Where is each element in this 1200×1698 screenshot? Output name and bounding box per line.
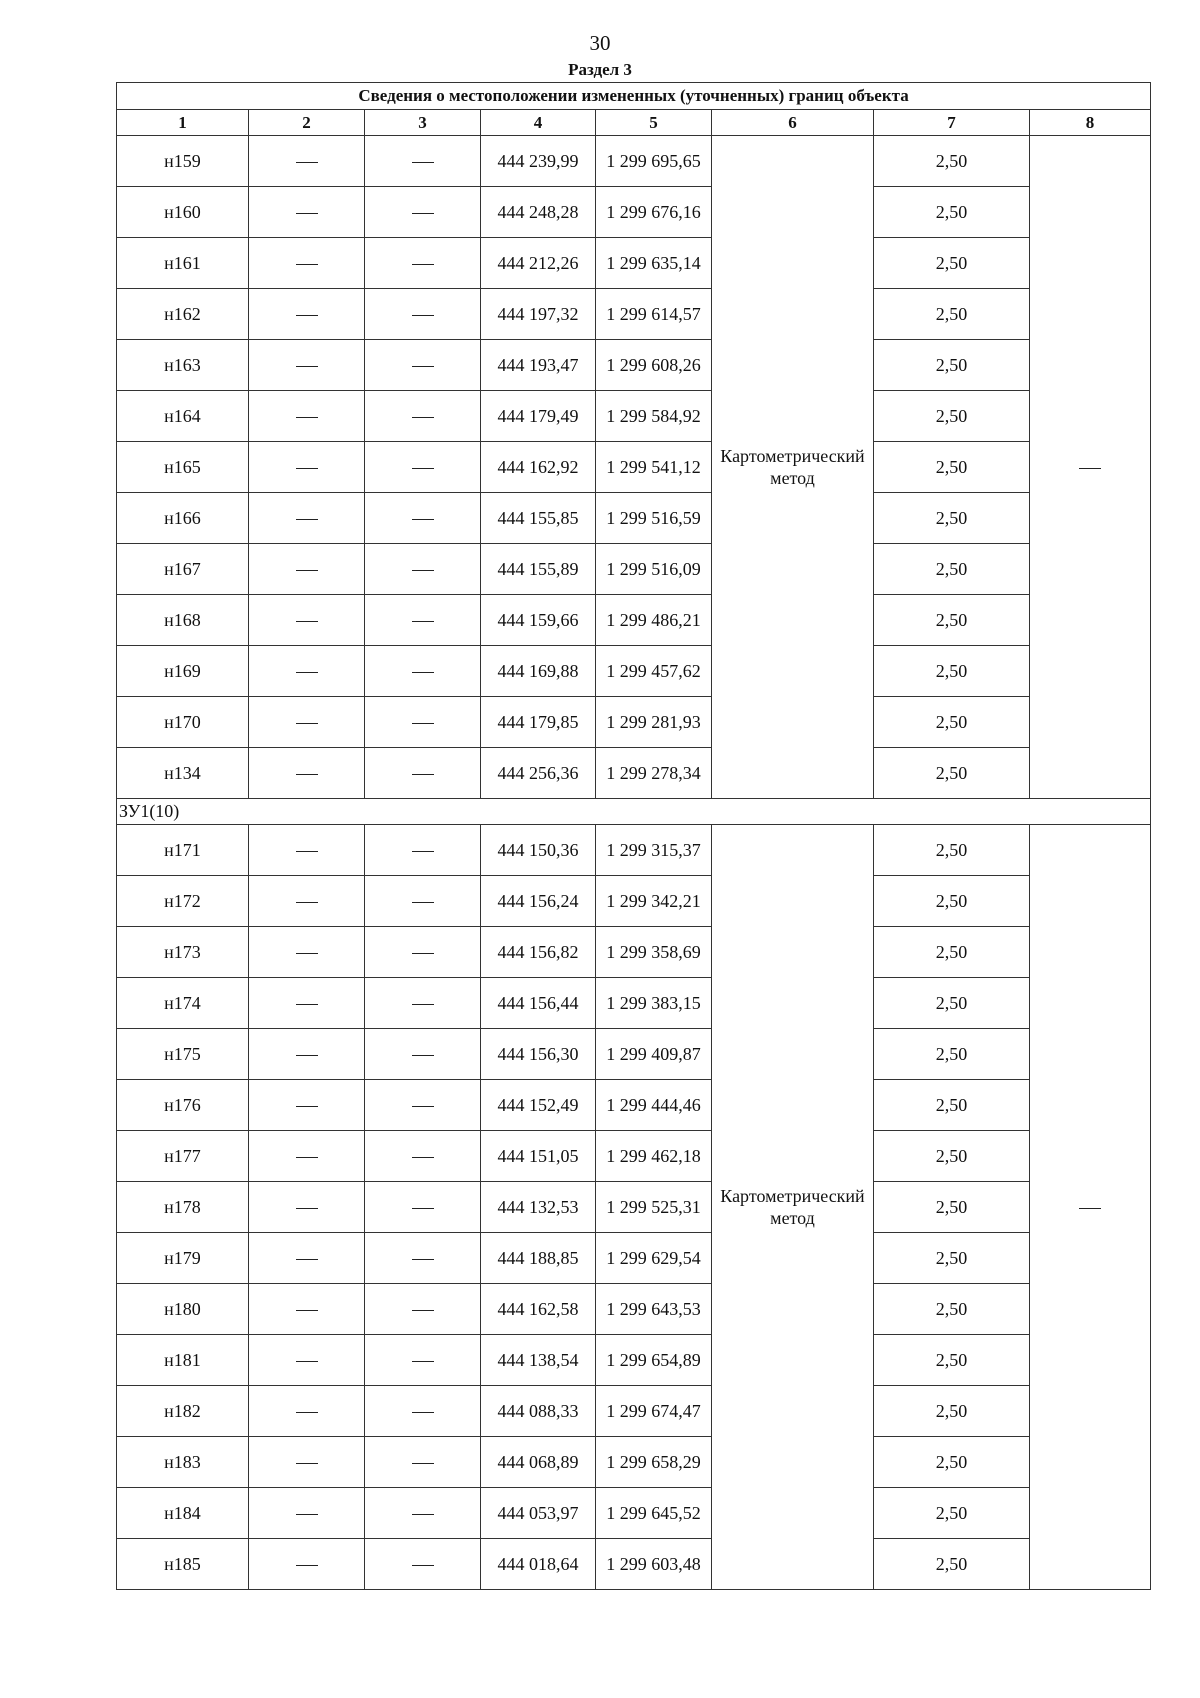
dash-mark [296, 1106, 318, 1107]
dash-mark [412, 621, 434, 622]
precision-cell: 2,50 [874, 289, 1030, 340]
x-coordinate-cell: 444 151,05 [481, 1131, 596, 1182]
x-coordinate-cell: 444 239,99 [481, 136, 596, 187]
x-coordinate-cell: 444 156,44 [481, 978, 596, 1029]
x-coordinate-cell: 444 156,82 [481, 927, 596, 978]
x-coordinate-cell: 444 197,32 [481, 289, 596, 340]
point-number-cell: н182 [117, 1386, 249, 1437]
point-number-cell: н183 [117, 1437, 249, 1488]
dash-mark [412, 672, 434, 673]
dash-mark [412, 570, 434, 571]
x-coordinate-cell: 444 169,88 [481, 646, 596, 697]
point-number-cell: н162 [117, 289, 249, 340]
dash-mark [296, 1055, 318, 1056]
table-row [117, 697, 1151, 748]
empty-value-cell [249, 544, 365, 595]
dash-mark [296, 1259, 318, 1260]
point-number-cell: н185 [117, 1539, 249, 1590]
table-row [117, 1284, 1151, 1335]
table-row [117, 544, 1151, 595]
empty-value-cell [365, 1080, 481, 1131]
point-number-cell: н165 [117, 442, 249, 493]
dash-mark [296, 621, 318, 622]
empty-value-cell [249, 493, 365, 544]
dash-mark [296, 1310, 318, 1311]
dash-mark [412, 1157, 434, 1158]
table-row [117, 391, 1151, 442]
dash-mark [412, 1055, 434, 1056]
dash-mark [412, 1208, 434, 1209]
empty-value-cell [365, 748, 481, 799]
x-coordinate-cell: 444 248,28 [481, 187, 596, 238]
table-row [117, 289, 1151, 340]
point-number-cell: н175 [117, 1029, 249, 1080]
dash-mark [296, 953, 318, 954]
point-number-cell: н163 [117, 340, 249, 391]
method-cell: Картометрический метод [712, 825, 874, 1590]
precision-cell: 2,50 [874, 595, 1030, 646]
table-row [117, 340, 1151, 391]
dash-mark [296, 851, 318, 852]
point-number-cell: н164 [117, 391, 249, 442]
empty-value-cell [365, 1029, 481, 1080]
x-coordinate-cell: 444 212,26 [481, 238, 596, 289]
table-row [117, 978, 1151, 1029]
point-number-cell: н177 [117, 1131, 249, 1182]
dash-mark [296, 570, 318, 571]
dash-mark [296, 468, 318, 469]
point-number-cell: н181 [117, 1335, 249, 1386]
empty-value-cell [365, 876, 481, 927]
precision-cell: 2,50 [874, 238, 1030, 289]
dash-mark [296, 417, 318, 418]
table-row [117, 187, 1151, 238]
table-body [117, 83, 1151, 1590]
x-coordinate-cell: 444 156,24 [481, 876, 596, 927]
dash-mark [296, 1565, 318, 1566]
y-coordinate-cell: 1 299 462,18 [596, 1131, 712, 1182]
dash-mark [412, 723, 434, 724]
dash-mark [296, 366, 318, 367]
dash-mark [296, 213, 318, 214]
table-row [117, 876, 1151, 927]
column-number: 4 [481, 110, 596, 136]
precision-cell: 2,50 [874, 1131, 1030, 1182]
table-row [117, 646, 1151, 697]
dash-mark [296, 774, 318, 775]
empty-value-cell [365, 595, 481, 646]
precision-cell: 2,50 [874, 340, 1030, 391]
empty-value-cell [249, 442, 365, 493]
point-number-cell: н180 [117, 1284, 249, 1335]
precision-cell: 2,50 [874, 1182, 1030, 1233]
precision-cell: 2,50 [874, 187, 1030, 238]
dash-mark [1079, 468, 1101, 469]
dash-mark [296, 1412, 318, 1413]
y-coordinate-cell: 1 299 645,52 [596, 1488, 712, 1539]
empty-value-cell [365, 136, 481, 187]
precision-cell: 2,50 [874, 1335, 1030, 1386]
table-row [117, 238, 1151, 289]
y-coordinate-cell: 1 299 635,14 [596, 238, 712, 289]
column-number: 7 [874, 110, 1030, 136]
column-number-row [117, 110, 1151, 136]
x-coordinate-cell: 444 156,30 [481, 1029, 596, 1080]
column-number: 5 [596, 110, 712, 136]
table-row [117, 1335, 1151, 1386]
empty-value-cell [365, 697, 481, 748]
empty-value-cell [365, 1437, 481, 1488]
empty-value-cell [249, 238, 365, 289]
dash-mark [296, 1361, 318, 1362]
dash-mark [412, 1361, 434, 1362]
empty-value-cell [365, 238, 481, 289]
dash-mark [412, 953, 434, 954]
precision-cell: 2,50 [874, 136, 1030, 187]
empty-value-cell [249, 1284, 365, 1335]
point-number-cell: н184 [117, 1488, 249, 1539]
x-coordinate-cell: 444 256,36 [481, 748, 596, 799]
table-row [117, 1233, 1151, 1284]
empty-value-cell [365, 289, 481, 340]
precision-cell: 2,50 [874, 442, 1030, 493]
group-label-row [117, 799, 1151, 825]
dash-mark [296, 902, 318, 903]
table-row [117, 1182, 1151, 1233]
empty-value-cell [249, 978, 365, 1029]
y-coordinate-cell: 1 299 643,53 [596, 1284, 712, 1335]
dash-mark [412, 366, 434, 367]
precision-cell: 2,50 [874, 927, 1030, 978]
dash-mark [296, 1004, 318, 1005]
y-coordinate-cell: 1 299 525,31 [596, 1182, 712, 1233]
dash-mark [1079, 1208, 1101, 1209]
dash-mark [296, 1463, 318, 1464]
y-coordinate-cell: 1 299 457,62 [596, 646, 712, 697]
x-coordinate-cell: 444 188,85 [481, 1233, 596, 1284]
table-row [117, 1131, 1151, 1182]
point-number-cell: н160 [117, 187, 249, 238]
dash-mark [296, 672, 318, 673]
column-number: 1 [117, 110, 249, 136]
empty-value-cell [249, 1080, 365, 1131]
table-row [117, 442, 1151, 493]
empty-value-cell [249, 876, 365, 927]
x-coordinate-cell: 444 053,97 [481, 1488, 596, 1539]
column-number: 8 [1030, 110, 1151, 136]
method-cell: Картометрический метод [712, 136, 874, 799]
empty-value-cell [249, 697, 365, 748]
empty-value-cell [365, 1488, 481, 1539]
point-number-cell: н167 [117, 544, 249, 595]
x-coordinate-cell: 444 155,85 [481, 493, 596, 544]
empty-value-cell [249, 136, 365, 187]
dash-mark [412, 162, 434, 163]
y-coordinate-cell: 1 299 676,16 [596, 187, 712, 238]
y-coordinate-cell: 1 299 315,37 [596, 825, 712, 876]
table-row [117, 825, 1151, 876]
empty-value-cell [365, 1233, 481, 1284]
empty-value-cell [249, 289, 365, 340]
empty-value-cell [249, 187, 365, 238]
empty-value-cell [365, 493, 481, 544]
dash-mark [412, 519, 434, 520]
caption-row [117, 83, 1151, 110]
x-coordinate-cell: 444 138,54 [481, 1335, 596, 1386]
precision-cell: 2,50 [874, 1080, 1030, 1131]
y-coordinate-cell: 1 299 584,92 [596, 391, 712, 442]
x-coordinate-cell: 444 132,53 [481, 1182, 596, 1233]
precision-cell: 2,50 [874, 697, 1030, 748]
x-coordinate-cell: 444 088,33 [481, 1386, 596, 1437]
empty-value-cell [365, 442, 481, 493]
column-number: 3 [365, 110, 481, 136]
table-caption: Сведения о местоположении измененных (уточненных) границ объекта [117, 83, 1151, 110]
y-coordinate-cell: 1 299 608,26 [596, 340, 712, 391]
empty-value-cell [249, 340, 365, 391]
point-number-cell: н171 [117, 825, 249, 876]
empty-value-cell [249, 1233, 365, 1284]
y-coordinate-cell: 1 299 409,87 [596, 1029, 712, 1080]
precision-cell: 2,50 [874, 1539, 1030, 1590]
table-row [117, 493, 1151, 544]
empty-value-cell [249, 1131, 365, 1182]
dash-mark [412, 1259, 434, 1260]
x-coordinate-cell: 444 150,36 [481, 825, 596, 876]
empty-value-cell [365, 825, 481, 876]
y-coordinate-cell: 1 299 603,48 [596, 1539, 712, 1590]
empty-value-cell [249, 646, 365, 697]
point-number-cell: н174 [117, 978, 249, 1029]
precision-cell: 2,50 [874, 978, 1030, 1029]
precision-cell: 2,50 [874, 876, 1030, 927]
y-coordinate-cell: 1 299 516,59 [596, 493, 712, 544]
dash-mark [412, 1310, 434, 1311]
page-number: 30 [589, 31, 611, 55]
point-number-cell: н179 [117, 1233, 249, 1284]
empty-value-cell [249, 1488, 365, 1539]
table-row [117, 927, 1151, 978]
dash-mark [296, 315, 318, 316]
dash-mark [296, 1514, 318, 1515]
precision-cell: 2,50 [874, 646, 1030, 697]
dash-mark [296, 264, 318, 265]
empty-value-cell [249, 927, 365, 978]
group-label: ЗУ1(10) [117, 799, 1151, 825]
y-coordinate-cell: 1 299 674,47 [596, 1386, 712, 1437]
empty-value-cell [249, 1386, 365, 1437]
point-number-cell: н161 [117, 238, 249, 289]
y-coordinate-cell: 1 299 383,15 [596, 978, 712, 1029]
precision-cell: 2,50 [874, 391, 1030, 442]
point-number-cell: н172 [117, 876, 249, 927]
y-coordinate-cell: 1 299 654,89 [596, 1335, 712, 1386]
precision-cell: 2,50 [874, 825, 1030, 876]
table-row [117, 595, 1151, 646]
dash-mark [412, 264, 434, 265]
empty-value-cell [365, 1284, 481, 1335]
x-coordinate-cell: 444 152,49 [481, 1080, 596, 1131]
precision-cell: 2,50 [874, 1488, 1030, 1539]
y-coordinate-cell: 1 299 278,34 [596, 748, 712, 799]
dash-mark [412, 1004, 434, 1005]
table-row [117, 1539, 1151, 1590]
dash-mark [412, 1412, 434, 1413]
table-row [117, 1488, 1151, 1539]
point-number-cell: н159 [117, 136, 249, 187]
precision-cell: 2,50 [874, 544, 1030, 595]
point-number-cell: н178 [117, 1182, 249, 1233]
empty-value-cell [249, 1539, 365, 1590]
x-coordinate-cell: 444 193,47 [481, 340, 596, 391]
y-coordinate-cell: 1 299 695,65 [596, 136, 712, 187]
precision-cell: 2,50 [874, 493, 1030, 544]
x-coordinate-cell: 444 068,89 [481, 1437, 596, 1488]
empty-value-cell [365, 1335, 481, 1386]
dash-mark [412, 851, 434, 852]
x-coordinate-cell: 444 018,64 [481, 1539, 596, 1590]
empty-value-cell [249, 595, 365, 646]
empty-value-cell [365, 1386, 481, 1437]
column-number: 2 [249, 110, 365, 136]
dash-mark [412, 417, 434, 418]
point-number-cell: н134 [117, 748, 249, 799]
boundary-coordinates-table [116, 82, 1151, 1590]
dash-mark [296, 1208, 318, 1209]
point-number-cell: н169 [117, 646, 249, 697]
x-coordinate-cell: 444 159,66 [481, 595, 596, 646]
empty-value-cell [365, 391, 481, 442]
point-number-cell: н166 [117, 493, 249, 544]
empty-value-cell [249, 1437, 365, 1488]
dash-mark [296, 162, 318, 163]
dash-mark [296, 723, 318, 724]
section-title: Раздел 3 [568, 60, 632, 79]
empty-value-cell [365, 978, 481, 1029]
empty-value-cell [249, 391, 365, 442]
precision-cell: 2,50 [874, 1029, 1030, 1080]
precision-cell: 2,50 [874, 748, 1030, 799]
empty-value-cell [249, 1335, 365, 1386]
dash-mark [412, 902, 434, 903]
dash-mark [296, 1157, 318, 1158]
empty-value-cell [365, 1131, 481, 1182]
x-coordinate-cell: 444 179,85 [481, 697, 596, 748]
dash-mark [412, 468, 434, 469]
dash-mark [412, 213, 434, 214]
empty-value-cell [249, 1182, 365, 1233]
y-coordinate-cell: 1 299 658,29 [596, 1437, 712, 1488]
table-row [117, 1437, 1151, 1488]
empty-value-cell [365, 646, 481, 697]
empty-value-cell [365, 340, 481, 391]
column-8-cell [1030, 825, 1151, 1590]
precision-cell: 2,50 [874, 1386, 1030, 1437]
y-coordinate-cell: 1 299 444,46 [596, 1080, 712, 1131]
table-row [117, 1080, 1151, 1131]
y-coordinate-cell: 1 299 629,54 [596, 1233, 712, 1284]
empty-value-cell [249, 1029, 365, 1080]
x-coordinate-cell: 444 179,49 [481, 391, 596, 442]
table-row [117, 136, 1151, 187]
precision-cell: 2,50 [874, 1233, 1030, 1284]
x-coordinate-cell: 444 162,92 [481, 442, 596, 493]
point-number-cell: н168 [117, 595, 249, 646]
column-number: 6 [712, 110, 874, 136]
dash-mark [412, 774, 434, 775]
empty-value-cell [249, 748, 365, 799]
precision-cell: 2,50 [874, 1284, 1030, 1335]
y-coordinate-cell: 1 299 541,12 [596, 442, 712, 493]
y-coordinate-cell: 1 299 516,09 [596, 544, 712, 595]
empty-value-cell [365, 187, 481, 238]
x-coordinate-cell: 444 155,89 [481, 544, 596, 595]
point-number-cell: н176 [117, 1080, 249, 1131]
y-coordinate-cell: 1 299 614,57 [596, 289, 712, 340]
y-coordinate-cell: 1 299 486,21 [596, 595, 712, 646]
y-coordinate-cell: 1 299 342,21 [596, 876, 712, 927]
precision-cell: 2,50 [874, 1437, 1030, 1488]
dash-mark [412, 1463, 434, 1464]
table-row [117, 1386, 1151, 1437]
empty-value-cell [365, 544, 481, 595]
dash-mark [296, 519, 318, 520]
point-number-cell: н170 [117, 697, 249, 748]
point-number-cell: н173 [117, 927, 249, 978]
dash-mark [412, 315, 434, 316]
table-row [117, 748, 1151, 799]
column-8-cell [1030, 136, 1151, 799]
dash-mark [412, 1514, 434, 1515]
x-coordinate-cell: 444 162,58 [481, 1284, 596, 1335]
dash-mark [412, 1106, 434, 1107]
empty-value-cell [365, 1182, 481, 1233]
empty-value-cell [365, 927, 481, 978]
empty-value-cell [249, 825, 365, 876]
empty-value-cell [365, 1539, 481, 1590]
table-row [117, 1029, 1151, 1080]
y-coordinate-cell: 1 299 358,69 [596, 927, 712, 978]
y-coordinate-cell: 1 299 281,93 [596, 697, 712, 748]
dash-mark [412, 1565, 434, 1566]
